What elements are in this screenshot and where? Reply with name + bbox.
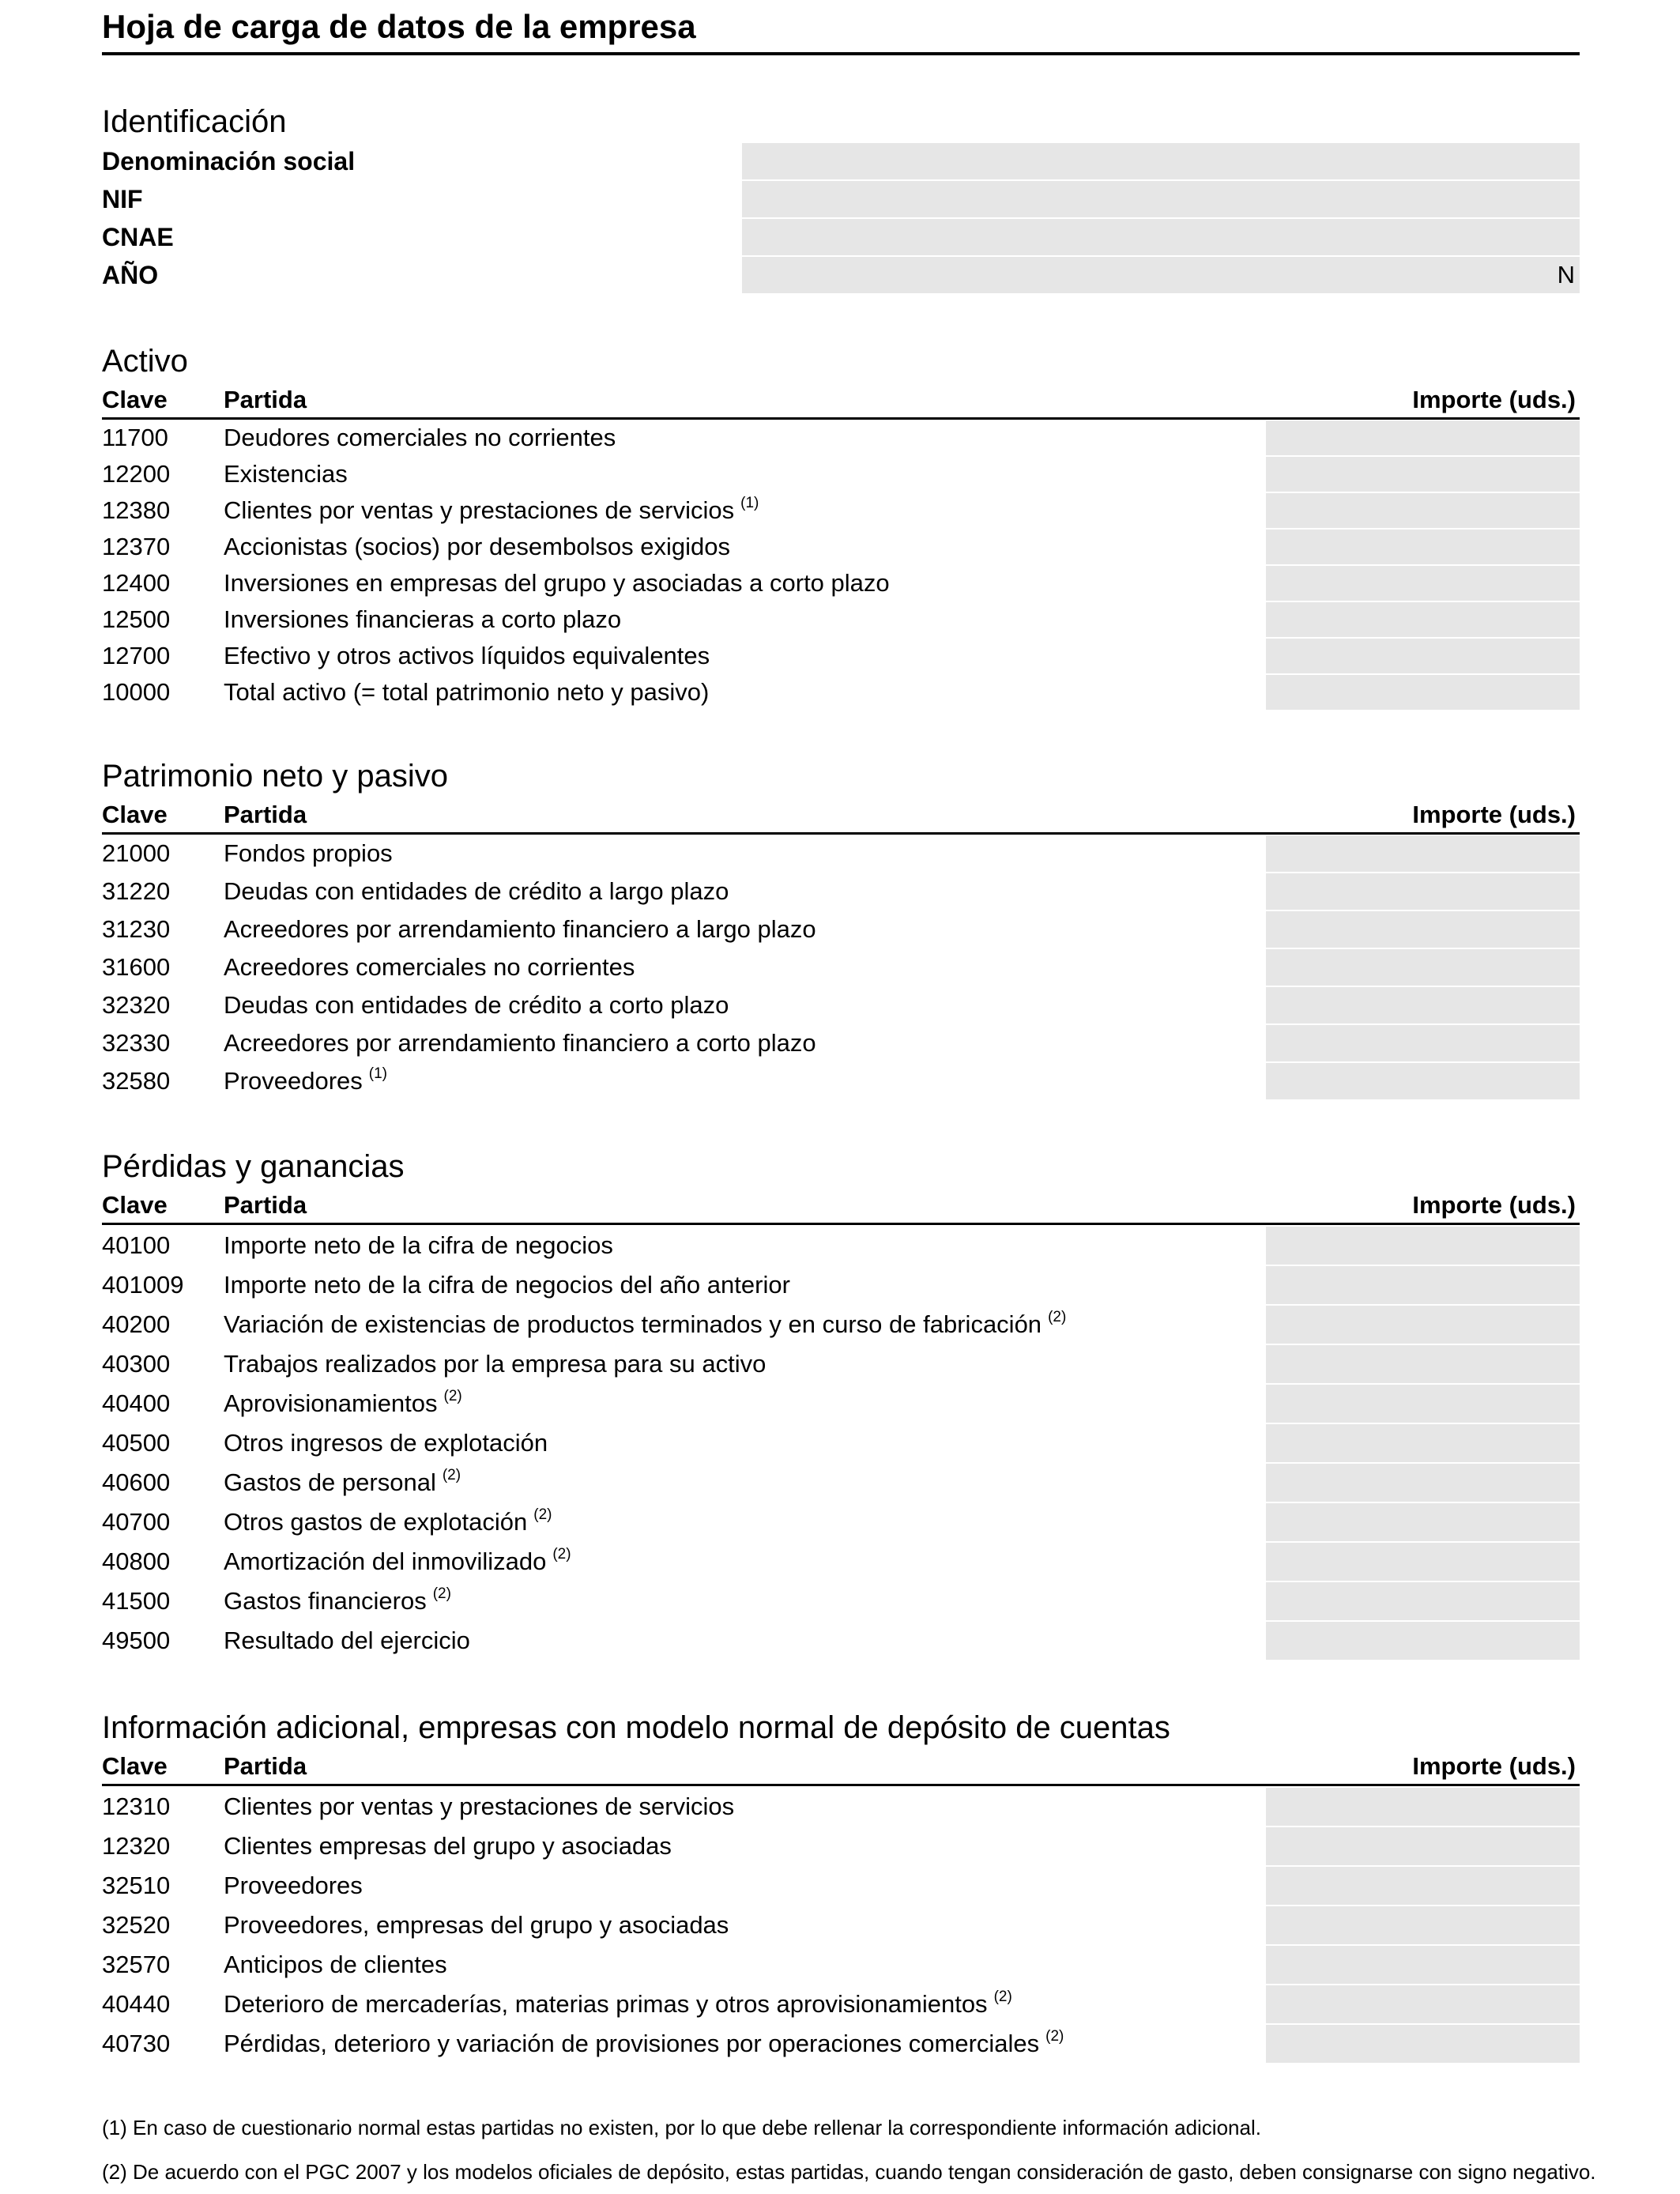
importe-input[interactable] xyxy=(1266,1582,1580,1620)
table-row xyxy=(102,420,1580,455)
importe-input[interactable] xyxy=(1266,1946,1580,1984)
importe-input[interactable] xyxy=(1266,566,1580,601)
partida-cell xyxy=(224,1424,548,1462)
importe-input[interactable] xyxy=(1266,1345,1580,1383)
importe-input[interactable] xyxy=(1266,911,1580,948)
partida-text: Aprovisionamientos xyxy=(224,1389,438,1417)
partida-text: Resultado del ejercicio xyxy=(224,1627,470,1654)
footnote-marker: (2) xyxy=(443,1388,462,1404)
partida-text: Proveedores, empresas del grupo y asociadas xyxy=(224,1911,729,1939)
partida-text: Acreedores por arrendamiento financiero a corto plazo xyxy=(224,1029,816,1057)
table-row xyxy=(102,530,1580,564)
column-header-importe: Importe (uds.) xyxy=(1412,1191,1576,1219)
section-heading-identificacion: Identificación xyxy=(102,104,287,139)
footnote-marker: (2) xyxy=(432,1585,451,1602)
importe-input[interactable] xyxy=(1266,1867,1580,1905)
partida-text: Clientes por ventas y prestaciones de servicios xyxy=(224,1793,735,1820)
page-title: Hoja de carga de datos de la empresa xyxy=(102,3,1580,55)
partida-cell xyxy=(224,1063,387,1103)
footnote-2: (2) De acuerdo con el PGC 2007 y los modelos oficiales de depósito, estas partidas, cuando tengan consideración de gasto, deben consignarse con signo negativo. xyxy=(102,2160,1596,2184)
table-row xyxy=(102,1543,1580,1581)
clave-cell: 40300 xyxy=(102,1350,171,1378)
importe-input[interactable] xyxy=(1266,1503,1580,1541)
clave-cell: 40440 xyxy=(102,1990,171,2018)
clave-cell: 40730 xyxy=(102,2030,171,2057)
table-row xyxy=(102,1827,1580,1865)
importe-input[interactable] xyxy=(1266,1906,1580,1944)
table-row xyxy=(102,1306,1580,1344)
importe-input[interactable] xyxy=(1266,987,1580,1023)
importe-input[interactable] xyxy=(1266,530,1580,564)
partida-cell xyxy=(224,987,729,1023)
partida-cell xyxy=(224,1306,1066,1348)
partida-cell xyxy=(224,1503,552,1545)
column-header-partida: Partida xyxy=(224,1191,307,1219)
importe-input[interactable] xyxy=(1266,1025,1580,1061)
section-heading-patrimonio: Patrimonio neto y pasivo xyxy=(102,759,449,794)
partida-text: Otros gastos de explotación xyxy=(224,1508,528,1536)
partida-text: Variación de existencias de productos terminados y en curso de fabricación xyxy=(224,1310,1042,1338)
column-header-partida: Partida xyxy=(224,1752,307,1780)
table-row xyxy=(102,1063,1580,1099)
partida-text: Inversiones financieras a corto plazo xyxy=(224,605,622,633)
table-row xyxy=(102,1025,1580,1061)
clave-cell: 32510 xyxy=(102,1872,171,1899)
table-row xyxy=(102,1345,1580,1383)
partida-cell xyxy=(224,1227,613,1265)
clave-cell: 12310 xyxy=(102,1793,171,1820)
table-header-perdidas xyxy=(102,1189,1580,1225)
partida-text: Inversiones en empresas del grupo y asociadas a corto plazo xyxy=(224,569,890,597)
table-row xyxy=(102,873,1580,910)
partida-cell xyxy=(224,873,729,910)
partida-cell xyxy=(224,2025,1064,2067)
clave-cell: 40400 xyxy=(102,1389,171,1417)
table-row xyxy=(102,2025,1580,2063)
partida-cell xyxy=(224,1788,734,1826)
table-row xyxy=(102,1385,1580,1423)
clave-cell: 40700 xyxy=(102,1508,171,1536)
partida-text: Deudores comerciales no corrientes xyxy=(224,424,616,451)
partida-text: Gastos financieros xyxy=(224,1587,427,1615)
partida-text: Pérdidas, deterioro y variación de provisiones por operaciones comerciales xyxy=(224,2030,1040,2057)
footnote-1: (1) En caso de cuestionario normal estas partidas no existen, por lo que debe rellenar la correspondiente información adicional. xyxy=(102,2116,1261,2139)
table-row xyxy=(102,639,1580,673)
importe-input[interactable] xyxy=(1266,835,1580,872)
column-header-partida: Partida xyxy=(224,801,307,828)
partida-cell xyxy=(224,1867,363,1905)
footnote-marker: (2) xyxy=(1048,1309,1067,1325)
partida-cell xyxy=(224,457,348,492)
table-row xyxy=(102,1946,1580,1984)
partida-cell xyxy=(224,602,621,637)
table-row xyxy=(102,566,1580,601)
column-header-importe: Importe (uds.) xyxy=(1412,1752,1576,1780)
table-row xyxy=(102,1622,1580,1660)
partida-cell xyxy=(224,530,730,564)
partida-text: Anticipos de clientes xyxy=(224,1951,447,1978)
column-header-importe: Importe (uds.) xyxy=(1412,386,1576,413)
importe-input[interactable] xyxy=(1266,420,1580,455)
partida-cell xyxy=(224,1345,766,1383)
table-row xyxy=(102,949,1580,986)
importe-input[interactable] xyxy=(1266,1788,1580,1826)
importe-input[interactable] xyxy=(1266,1227,1580,1265)
partida-cell xyxy=(224,675,709,710)
table-header-activo xyxy=(102,383,1580,420)
footnote-marker: (2) xyxy=(1045,2028,1064,2045)
clave-cell: 32330 xyxy=(102,1029,171,1057)
partida-text: Gastos de personal xyxy=(224,1468,436,1496)
clave-cell: 21000 xyxy=(102,839,171,867)
importe-input[interactable] xyxy=(1266,675,1580,710)
cnae-field[interactable] xyxy=(742,219,1580,255)
table-row xyxy=(102,1464,1580,1502)
partida-cell xyxy=(224,566,890,601)
id-label: CNAE xyxy=(102,223,174,251)
partida-cell xyxy=(224,1582,451,1624)
importe-input[interactable] xyxy=(1266,1306,1580,1344)
clave-cell: 12320 xyxy=(102,1832,171,1860)
partida-text: Importe neto de la cifra de negocios xyxy=(224,1231,613,1259)
table-row xyxy=(102,1266,1580,1304)
clave-cell: 41500 xyxy=(102,1587,171,1615)
partida-text: Otros ingresos de explotación xyxy=(224,1429,548,1457)
partida-cell xyxy=(224,1985,1012,2027)
table-row xyxy=(102,835,1580,872)
clave-cell: 12380 xyxy=(102,496,171,524)
importe-input[interactable] xyxy=(1266,493,1580,528)
footnote-marker: (1) xyxy=(368,1065,388,1082)
clave-cell: 12400 xyxy=(102,569,171,597)
clave-cell: 401009 xyxy=(102,1271,184,1299)
partida-text: Proveedores xyxy=(224,1872,363,1899)
clave-cell: 11700 xyxy=(102,424,168,451)
clave-cell: 31220 xyxy=(102,877,171,905)
importe-input[interactable] xyxy=(1266,1424,1580,1462)
table-row xyxy=(102,911,1580,948)
partida-text: Clientes por ventas y prestaciones de servicios xyxy=(224,496,735,524)
clave-cell: 12200 xyxy=(102,460,171,488)
importe-input[interactable] xyxy=(1266,1827,1580,1865)
importe-input[interactable] xyxy=(1266,1464,1580,1502)
partida-text: Accionistas (socios) por desembolsos exigidos xyxy=(224,533,730,560)
table-row xyxy=(102,987,1580,1023)
clave-cell: 40600 xyxy=(102,1468,171,1496)
clave-cell: 12700 xyxy=(102,642,171,669)
clave-cell: 32520 xyxy=(102,1911,171,1939)
partida-cell xyxy=(224,1906,729,1944)
table-row xyxy=(102,1582,1580,1620)
clave-cell: 40200 xyxy=(102,1310,171,1338)
column-header-partida: Partida xyxy=(224,386,307,413)
partida-text: Deudas con entidades de crédito a corto plazo xyxy=(224,991,729,1019)
section-heading-perdidas: Pérdidas y ganancias xyxy=(102,1149,405,1184)
partida-text: Importe neto de la cifra de negocios del año anterior xyxy=(224,1271,790,1299)
table-row xyxy=(102,1985,1580,2023)
id-row-denominacion xyxy=(102,143,1580,179)
partida-cell xyxy=(224,911,816,948)
footnote-marker: (1) xyxy=(740,495,759,511)
partida-cell xyxy=(224,639,710,673)
partida-cell xyxy=(224,1543,571,1585)
partida-cell xyxy=(224,493,759,532)
clave-cell: 10000 xyxy=(102,678,171,706)
partida-text: Trabajos realizados por la empresa para su activo xyxy=(224,1350,767,1378)
denominacion-social-field[interactable] xyxy=(742,143,1580,179)
clave-cell: 40500 xyxy=(102,1429,171,1457)
id-row-ano xyxy=(102,257,1580,293)
importe-input[interactable] xyxy=(1266,602,1580,637)
clave-cell: 31600 xyxy=(102,953,171,981)
partida-text: Total activo (= total patrimonio neto y pasivo) xyxy=(224,678,710,706)
clave-cell: 12370 xyxy=(102,533,171,560)
table-row xyxy=(102,493,1580,528)
table-row xyxy=(102,1503,1580,1541)
partida-text: Fondos propios xyxy=(224,839,393,867)
id-row-nif xyxy=(102,181,1580,217)
table-row xyxy=(102,1227,1580,1265)
table-row xyxy=(102,1906,1580,1944)
partida-cell xyxy=(224,1622,470,1660)
importe-input[interactable] xyxy=(1266,1543,1580,1581)
id-label: Denominación social xyxy=(102,147,356,175)
partida-text: Clientes empresas del grupo y asociadas xyxy=(224,1832,672,1860)
importe-input[interactable] xyxy=(1266,1622,1580,1660)
clave-cell: 40100 xyxy=(102,1231,171,1259)
partida-cell xyxy=(224,1266,790,1304)
table-row xyxy=(102,1867,1580,1905)
partida-cell xyxy=(224,1025,816,1061)
partida-text: Proveedores xyxy=(224,1067,363,1095)
table-row xyxy=(102,1788,1580,1826)
partida-text: Acreedores comerciales no corrientes xyxy=(224,953,635,981)
section-heading-adicional: Información adicional, empresas con modelo normal de depósito de cuentas xyxy=(102,1710,1170,1745)
id-label: AÑO xyxy=(102,261,159,289)
partida-cell xyxy=(224,1946,447,1984)
clave-cell: 49500 xyxy=(102,1627,171,1654)
column-header-importe: Importe (uds.) xyxy=(1412,801,1576,828)
table-row xyxy=(102,1424,1580,1462)
footnote-marker: (2) xyxy=(993,1989,1012,2005)
partida-text: Acreedores por arrendamiento financiero a largo plazo xyxy=(224,915,816,943)
importe-input[interactable] xyxy=(1266,949,1580,986)
section-heading-activo: Activo xyxy=(102,344,188,379)
importe-input[interactable] xyxy=(1266,639,1580,673)
column-header-clave: Clave xyxy=(102,801,168,828)
table-header-adicional xyxy=(102,1750,1580,1786)
partida-cell xyxy=(224,1385,462,1427)
column-header-clave: Clave xyxy=(102,1191,168,1219)
clave-cell: 32580 xyxy=(102,1067,171,1095)
importe-input[interactable] xyxy=(1266,457,1580,492)
footnote-marker: (2) xyxy=(533,1506,552,1523)
column-header-clave: Clave xyxy=(102,386,168,413)
nif-field[interactable] xyxy=(742,181,1580,217)
partida-cell xyxy=(224,420,616,455)
ano-field[interactable]: N xyxy=(742,257,1580,293)
clave-cell: 31230 xyxy=(102,915,171,943)
footnote-marker: (2) xyxy=(442,1467,461,1483)
partida-text: Deterioro de mercaderías, materias primas y otros aprovisionamientos xyxy=(224,1990,988,2018)
column-header-clave: Clave xyxy=(102,1752,168,1780)
importe-input[interactable] xyxy=(1266,873,1580,910)
partida-cell xyxy=(224,835,393,872)
partida-cell xyxy=(224,1464,461,1506)
clave-cell: 32570 xyxy=(102,1951,171,1978)
clave-cell: 12500 xyxy=(102,605,171,633)
footnote-marker: (2) xyxy=(552,1546,571,1563)
importe-input[interactable] xyxy=(1266,1266,1580,1304)
partida-text: Amortización del inmovilizado xyxy=(224,1547,547,1575)
table-row xyxy=(102,602,1580,637)
clave-cell: 40800 xyxy=(102,1547,171,1575)
partida-cell xyxy=(224,949,635,986)
partida-cell xyxy=(224,1827,672,1865)
partida-text: Existencias xyxy=(224,460,348,488)
importe-input[interactable] xyxy=(1266,1985,1580,2023)
id-row-cnae xyxy=(102,219,1580,255)
clave-cell: 32320 xyxy=(102,991,171,1019)
id-label: NIF xyxy=(102,185,143,213)
importe-input[interactable] xyxy=(1266,1063,1580,1099)
table-row xyxy=(102,457,1580,492)
importe-input[interactable] xyxy=(1266,1385,1580,1423)
table-header-patrimonio xyxy=(102,798,1580,835)
table-row xyxy=(102,675,1580,710)
partida-text: Efectivo y otros activos líquidos equivalentes xyxy=(224,642,710,669)
partida-text: Deudas con entidades de crédito a largo plazo xyxy=(224,877,729,905)
importe-input[interactable] xyxy=(1266,2025,1580,2063)
